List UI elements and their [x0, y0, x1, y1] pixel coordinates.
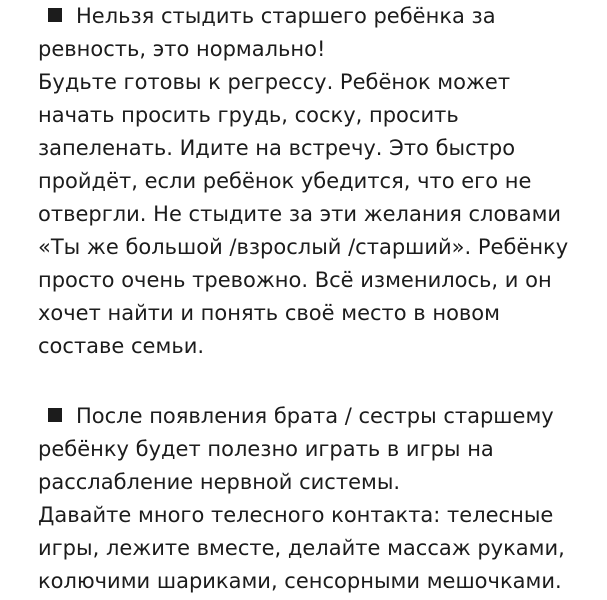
paragraph-1-line-1 — [38, 0, 496, 33]
paragraph-1-line-10: хочет найти и понять своё место в новом — [38, 301, 500, 325]
black-square-bullet-icon — [48, 8, 62, 22]
paragraph-2-line-4: Давайте много телесного контакта: телесные — [38, 503, 554, 527]
paragraph-1-line-5: запеленать. Идите на встречу. Это быстро — [38, 136, 516, 160]
paragraph-1-line-4: начать просить грудь, соску, просить — [38, 103, 459, 127]
line-text: После появления брата / сестры старшему — [76, 404, 554, 428]
paragraph-2-line-3: расслабление нервной системы. — [38, 470, 401, 494]
black-square-bullet-icon — [48, 408, 62, 422]
paragraph-1-line-3: Будьте готовы к регрессу. Ребёнок может — [38, 70, 511, 94]
paragraph-2-line-6: колючими шариками, сенсорными мешочками. — [38, 569, 562, 593]
paragraph-1-line-6: пройдёт, если ребёнок убедится, что его не — [38, 169, 532, 193]
paragraph-1-line-2: ревность, это нормально! — [38, 37, 326, 61]
paragraph-1-line-9: просто очень тревожно. Всё изменилось, и он — [38, 268, 552, 292]
paragraph-1-line-11: составе семьи. — [38, 334, 205, 358]
paragraph-1-line-8: «Ты же большой /взрослый /старший». Ребёнку — [38, 235, 569, 259]
paragraph-2-line-2: ребёнку будет полезно играть в игры на — [38, 437, 494, 461]
line-text: Нельзя стыдить старшего ребёнка за — [76, 4, 496, 28]
paragraph-2-line-5: игры, лежите вместе, делайте массаж руками, — [38, 536, 565, 560]
paragraph-2-line-1 — [38, 400, 554, 433]
paragraph-1-line-7: отвергли. Не стыдите за эти желания словами — [38, 202, 562, 226]
